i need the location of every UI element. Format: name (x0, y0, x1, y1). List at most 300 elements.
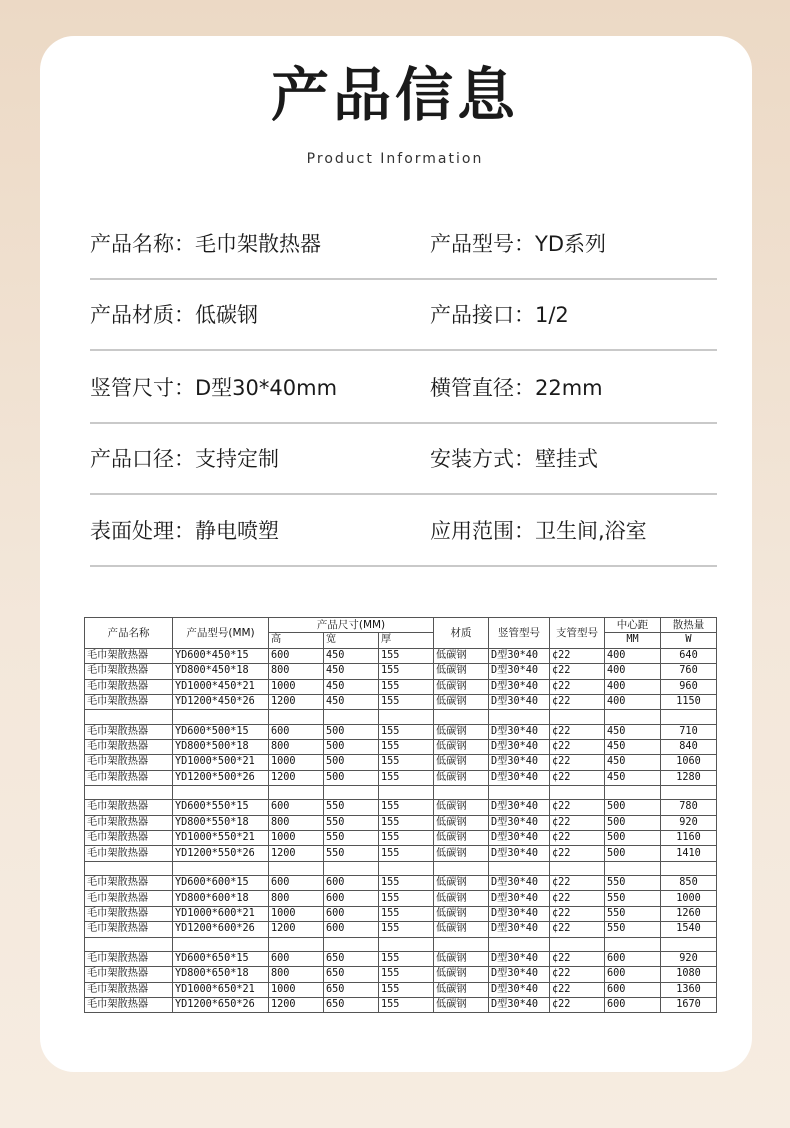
spec-row (90, 423, 717, 495)
cell-w: 650 (324, 997, 379, 1012)
cell-h: 600 (269, 800, 324, 815)
cell-hpipe: ¢22 (550, 951, 605, 966)
table-spacer-row (85, 710, 717, 724)
cell-w: 600 (324, 891, 379, 906)
spec-product-name: 产品名称：毛巾架散热器 (90, 232, 321, 256)
table-spacer-cell (605, 786, 661, 800)
cell-w: 450 (324, 648, 379, 663)
cell-heat: 1000 (661, 891, 717, 906)
cell-model: YD1000*450*21 (173, 679, 269, 694)
table-row (85, 770, 717, 785)
table-spacer-cell (379, 937, 434, 951)
cell-name: 毛巾架散热器 (85, 694, 173, 709)
spec-horizontal-pipe: 横管直径：22mm (430, 376, 603, 400)
cell-d: 155 (379, 770, 434, 785)
cell-hpipe: ¢22 (550, 997, 605, 1012)
spec-interface: 产品接口：1/2 (430, 303, 569, 327)
table-row (85, 906, 717, 921)
spec-divider (90, 349, 717, 351)
cell-model: YD600*550*15 (173, 800, 269, 815)
cell-w: 450 (324, 679, 379, 694)
cell-model: YD600*650*15 (173, 951, 269, 966)
cell-h: 800 (269, 739, 324, 754)
table-row (85, 724, 717, 739)
table-spacer-cell (269, 710, 324, 724)
table-row (85, 664, 717, 679)
table-spacer-cell (605, 861, 661, 875)
cell-d: 155 (379, 755, 434, 770)
cell-hpipe: ¢22 (550, 846, 605, 861)
cell-center: 550 (605, 876, 661, 891)
table-spacer-row (85, 937, 717, 951)
cell-name: 毛巾架散热器 (85, 724, 173, 739)
table-spacer-cell (269, 861, 324, 875)
table-row (85, 997, 717, 1012)
cell-heat: 760 (661, 664, 717, 679)
cell-material: 低碳钢 (434, 800, 489, 815)
cell-model: YD800*550*18 (173, 815, 269, 830)
spec-product-model: 产品型号：YD系列 (430, 232, 606, 256)
cell-vpipe: D型30*40 (489, 846, 550, 861)
table-spacer-cell (661, 786, 717, 800)
table-row (85, 679, 717, 694)
cell-center: 450 (605, 739, 661, 754)
cell-w: 600 (324, 906, 379, 921)
table-row (85, 755, 717, 770)
table-row (85, 846, 717, 861)
spec-vertical-pipe: 竖管尺寸：D型30*40mm (90, 376, 338, 400)
cell-d: 155 (379, 997, 434, 1012)
table-spacer-cell (489, 861, 550, 875)
table-row (85, 800, 717, 815)
header-product-name: 产品名称 (85, 618, 173, 649)
cell-hpipe: ¢22 (550, 694, 605, 709)
header-heat-output: 散热量 (661, 618, 717, 633)
table-spacer-cell (550, 786, 605, 800)
table-spacer-cell (85, 786, 173, 800)
cell-heat: 1410 (661, 846, 717, 861)
cell-h: 600 (269, 648, 324, 663)
cell-name: 毛巾架散热器 (85, 815, 173, 830)
cell-hpipe: ¢22 (550, 739, 605, 754)
header-height: 高 (269, 633, 324, 648)
cell-h: 1000 (269, 982, 324, 997)
cell-hpipe: ¢22 (550, 891, 605, 906)
cell-heat: 1360 (661, 982, 717, 997)
table-row (85, 982, 717, 997)
table-row (85, 951, 717, 966)
cell-hpipe: ¢22 (550, 906, 605, 921)
table-spacer-cell (605, 937, 661, 951)
cell-name: 毛巾架散热器 (85, 831, 173, 846)
cell-material: 低碳钢 (434, 997, 489, 1012)
cell-vpipe: D型30*40 (489, 951, 550, 966)
cell-hpipe: ¢22 (550, 724, 605, 739)
cell-center: 450 (605, 724, 661, 739)
cell-model: YD600*600*15 (173, 876, 269, 891)
table-spacer-cell (489, 710, 550, 724)
table-spacer-cell (605, 710, 661, 724)
cell-heat: 1060 (661, 755, 717, 770)
spec-surface: 表面处理：静电喷塑 (90, 519, 279, 543)
cell-heat: 1670 (661, 997, 717, 1012)
table-spacer-cell (85, 937, 173, 951)
cell-hpipe: ¢22 (550, 967, 605, 982)
table-spacer-cell (324, 786, 379, 800)
cell-d: 155 (379, 982, 434, 997)
cell-h: 800 (269, 664, 324, 679)
cell-hpipe: ¢22 (550, 755, 605, 770)
cell-hpipe: ¢22 (550, 770, 605, 785)
header-heat-unit: W (661, 633, 717, 648)
cell-material: 低碳钢 (434, 739, 489, 754)
cell-material: 低碳钢 (434, 679, 489, 694)
cell-vpipe: D型30*40 (489, 679, 550, 694)
table-spacer-cell (434, 710, 489, 724)
header-material: 材质 (434, 618, 489, 649)
cell-material: 低碳钢 (434, 846, 489, 861)
cell-d: 155 (379, 694, 434, 709)
cell-name: 毛巾架散热器 (85, 648, 173, 663)
cell-w: 500 (324, 755, 379, 770)
cell-vpipe: D型30*40 (489, 876, 550, 891)
cell-d: 155 (379, 724, 434, 739)
header-depth: 厚 (379, 633, 434, 648)
cell-d: 155 (379, 891, 434, 906)
cell-w: 500 (324, 724, 379, 739)
cell-model: YD600*500*15 (173, 724, 269, 739)
cell-material: 低碳钢 (434, 982, 489, 997)
cell-vpipe: D型30*40 (489, 664, 550, 679)
cell-name: 毛巾架散热器 (85, 951, 173, 966)
cell-vpipe: D型30*40 (489, 694, 550, 709)
table-row (85, 922, 717, 937)
cell-name: 毛巾架散热器 (85, 997, 173, 1012)
table-header-row (85, 618, 717, 633)
header-size-group: 产品尺寸(MM) (269, 618, 434, 633)
cell-vpipe: D型30*40 (489, 739, 550, 754)
cell-model: YD800*600*18 (173, 891, 269, 906)
header-center-distance: 中心距 (605, 618, 661, 633)
cell-model: YD800*500*18 (173, 739, 269, 754)
cell-center: 450 (605, 755, 661, 770)
cell-hpipe: ¢22 (550, 815, 605, 830)
cell-material: 低碳钢 (434, 891, 489, 906)
table-row (85, 891, 717, 906)
spec-table (84, 617, 717, 1013)
table-row (85, 967, 717, 982)
cell-center: 400 (605, 664, 661, 679)
cell-w: 650 (324, 982, 379, 997)
cell-vpipe: D型30*40 (489, 922, 550, 937)
table-spacer-cell (324, 937, 379, 951)
spec-installation: 安装方式：壁挂式 (430, 447, 598, 471)
cell-hpipe: ¢22 (550, 831, 605, 846)
table-spacer-cell (550, 937, 605, 951)
cell-center: 600 (605, 997, 661, 1012)
cell-w: 650 (324, 951, 379, 966)
cell-h: 800 (269, 815, 324, 830)
cell-name: 毛巾架散热器 (85, 922, 173, 937)
table-spacer-cell (661, 710, 717, 724)
cell-model: YD800*450*18 (173, 664, 269, 679)
cell-model: YD600*450*15 (173, 648, 269, 663)
cell-material: 低碳钢 (434, 648, 489, 663)
cell-heat: 640 (661, 648, 717, 663)
table-spacer-cell (173, 937, 269, 951)
cell-w: 550 (324, 815, 379, 830)
cell-h: 800 (269, 967, 324, 982)
cell-material: 低碳钢 (434, 876, 489, 891)
cell-vpipe: D型30*40 (489, 648, 550, 663)
cell-heat: 1260 (661, 906, 717, 921)
header-width: 宽 (324, 633, 379, 648)
cell-w: 450 (324, 664, 379, 679)
table-spacer-cell (434, 937, 489, 951)
table-spacer-cell (550, 710, 605, 724)
cell-d: 155 (379, 967, 434, 982)
spec-table-wrapper (84, 617, 716, 1023)
cell-h: 1200 (269, 846, 324, 861)
cell-model: YD1200*600*26 (173, 922, 269, 937)
cell-model: YD800*650*18 (173, 967, 269, 982)
cell-h: 1000 (269, 831, 324, 846)
cell-d: 155 (379, 906, 434, 921)
cell-name: 毛巾架散热器 (85, 679, 173, 694)
cell-hpipe: ¢22 (550, 664, 605, 679)
cell-h: 600 (269, 951, 324, 966)
cell-material: 低碳钢 (434, 831, 489, 846)
cell-material: 低碳钢 (434, 951, 489, 966)
cell-model: YD1200*450*26 (173, 694, 269, 709)
page-subtitle: Product Information (306, 151, 484, 167)
cell-w: 550 (324, 846, 379, 861)
table-spacer-cell (489, 786, 550, 800)
cell-material: 低碳钢 (434, 922, 489, 937)
spec-divider (90, 565, 717, 567)
cell-w: 450 (324, 694, 379, 709)
cell-vpipe: D型30*40 (489, 982, 550, 997)
cell-center: 450 (605, 770, 661, 785)
cell-vpipe: D型30*40 (489, 800, 550, 815)
cell-vpipe: D型30*40 (489, 997, 550, 1012)
cell-material: 低碳钢 (434, 906, 489, 921)
cell-name: 毛巾架散热器 (85, 770, 173, 785)
table-spacer-cell (489, 937, 550, 951)
cell-heat: 1160 (661, 831, 717, 846)
cell-center: 600 (605, 967, 661, 982)
cell-w: 550 (324, 800, 379, 815)
cell-model: YD1200*550*26 (173, 846, 269, 861)
cell-vpipe: D型30*40 (489, 891, 550, 906)
cell-heat: 710 (661, 724, 717, 739)
cell-material: 低碳钢 (434, 724, 489, 739)
cell-name: 毛巾架散热器 (85, 891, 173, 906)
cell-d: 155 (379, 951, 434, 966)
header-model: 产品型号(MM) (173, 618, 269, 649)
cell-model: YD1000*600*21 (173, 906, 269, 921)
cell-material: 低碳钢 (434, 815, 489, 830)
cell-d: 155 (379, 846, 434, 861)
cell-vpipe: D型30*40 (489, 770, 550, 785)
table-spacer-cell (173, 861, 269, 875)
table-row (85, 876, 717, 891)
cell-w: 500 (324, 739, 379, 754)
cell-hpipe: ¢22 (550, 982, 605, 997)
cell-h: 1000 (269, 679, 324, 694)
spec-row (90, 208, 717, 280)
cell-w: 600 (324, 922, 379, 937)
cell-center: 500 (605, 846, 661, 861)
cell-material: 低碳钢 (434, 755, 489, 770)
cell-model: YD1200*650*26 (173, 997, 269, 1012)
cell-center: 500 (605, 831, 661, 846)
cell-model: YD1000*550*21 (173, 831, 269, 846)
cell-w: 550 (324, 831, 379, 846)
cell-h: 800 (269, 891, 324, 906)
cell-heat: 1280 (661, 770, 717, 785)
cell-d: 155 (379, 648, 434, 663)
cell-center: 400 (605, 648, 661, 663)
header-branch-pipe: 支管型号 (550, 618, 605, 649)
cell-center: 550 (605, 922, 661, 937)
cell-name: 毛巾架散热器 (85, 846, 173, 861)
cell-name: 毛巾架散热器 (85, 982, 173, 997)
cell-d: 155 (379, 800, 434, 815)
cell-h: 1000 (269, 755, 324, 770)
cell-vpipe: D型30*40 (489, 724, 550, 739)
header-center-unit: MM (605, 633, 661, 648)
table-spacer-row (85, 861, 717, 875)
table-row (85, 815, 717, 830)
spec-material: 产品材质：低碳钢 (90, 303, 258, 327)
cell-d: 155 (379, 922, 434, 937)
cell-heat: 780 (661, 800, 717, 815)
table-row (85, 831, 717, 846)
cell-w: 650 (324, 967, 379, 982)
cell-d: 155 (379, 815, 434, 830)
cell-heat: 960 (661, 679, 717, 694)
table-spacer-cell (379, 710, 434, 724)
cell-d: 155 (379, 831, 434, 846)
cell-vpipe: D型30*40 (489, 755, 550, 770)
cell-name: 毛巾架散热器 (85, 906, 173, 921)
table-body (85, 648, 717, 1013)
spec-application: 应用范围：卫生间,浴室 (430, 519, 647, 543)
cell-center: 500 (605, 800, 661, 815)
table-spacer-cell (661, 937, 717, 951)
cell-material: 低碳钢 (434, 664, 489, 679)
table-spacer-cell (550, 861, 605, 875)
table-spacer-cell (379, 786, 434, 800)
cell-hpipe: ¢22 (550, 800, 605, 815)
cell-heat: 840 (661, 739, 717, 754)
table-spacer-cell (324, 710, 379, 724)
cell-hpipe: ¢22 (550, 876, 605, 891)
cell-heat: 1540 (661, 922, 717, 937)
cell-vpipe: D型30*40 (489, 831, 550, 846)
table-spacer-cell (85, 710, 173, 724)
cell-center: 550 (605, 906, 661, 921)
cell-center: 500 (605, 815, 661, 830)
cell-material: 低碳钢 (434, 694, 489, 709)
table-row (85, 694, 717, 709)
table-spacer-cell (173, 786, 269, 800)
cell-name: 毛巾架散热器 (85, 967, 173, 982)
cell-vpipe: D型30*40 (489, 815, 550, 830)
cell-name: 毛巾架散热器 (85, 755, 173, 770)
cell-d: 155 (379, 739, 434, 754)
cell-model: YD1000*500*21 (173, 755, 269, 770)
cell-center: 400 (605, 694, 661, 709)
cell-d: 155 (379, 664, 434, 679)
cell-heat: 920 (661, 951, 717, 966)
spec-row (90, 352, 717, 424)
cell-name: 毛巾架散热器 (85, 739, 173, 754)
cell-material: 低碳钢 (434, 770, 489, 785)
cell-name: 毛巾架散热器 (85, 876, 173, 891)
cell-heat: 920 (661, 815, 717, 830)
cell-center: 400 (605, 679, 661, 694)
cell-d: 155 (379, 679, 434, 694)
cell-heat: 1150 (661, 694, 717, 709)
spec-row (90, 279, 717, 351)
cell-vpipe: D型30*40 (489, 967, 550, 982)
table-spacer-cell (434, 786, 489, 800)
cell-material: 低碳钢 (434, 967, 489, 982)
cell-d: 155 (379, 876, 434, 891)
cell-h: 1000 (269, 906, 324, 921)
cell-heat: 1080 (661, 967, 717, 982)
cell-center: 550 (605, 891, 661, 906)
cell-hpipe: ¢22 (550, 648, 605, 663)
cell-vpipe: D型30*40 (489, 906, 550, 921)
cell-model: YD1200*500*26 (173, 770, 269, 785)
cell-h: 600 (269, 876, 324, 891)
table-spacer-cell (379, 861, 434, 875)
table-spacer-cell (434, 861, 489, 875)
table-row (85, 648, 717, 663)
table-spacer-cell (324, 861, 379, 875)
cell-name: 毛巾架散热器 (85, 664, 173, 679)
spec-caliber: 产品口径：支持定制 (90, 447, 279, 471)
cell-model: YD1000*650*21 (173, 982, 269, 997)
header-vertical-pipe: 竖管型号 (489, 618, 550, 649)
table-spacer-cell (269, 937, 324, 951)
table-spacer-cell (269, 786, 324, 800)
cell-w: 500 (324, 770, 379, 785)
table-row (85, 739, 717, 754)
cell-h: 600 (269, 724, 324, 739)
cell-h: 1200 (269, 997, 324, 1012)
cell-w: 600 (324, 876, 379, 891)
cell-hpipe: ¢22 (550, 679, 605, 694)
cell-center: 600 (605, 951, 661, 966)
cell-name: 毛巾架散热器 (85, 800, 173, 815)
spec-row (90, 495, 717, 567)
cell-h: 1200 (269, 922, 324, 937)
cell-hpipe: ¢22 (550, 922, 605, 937)
cell-heat: 850 (661, 876, 717, 891)
table-spacer-cell (173, 710, 269, 724)
page-title: 产品信息 (270, 61, 519, 129)
table-spacer-row (85, 786, 717, 800)
table-spacer-cell (661, 861, 717, 875)
table-spacer-cell (85, 861, 173, 875)
cell-h: 1200 (269, 694, 324, 709)
cell-center: 600 (605, 982, 661, 997)
cell-h: 1200 (269, 770, 324, 785)
